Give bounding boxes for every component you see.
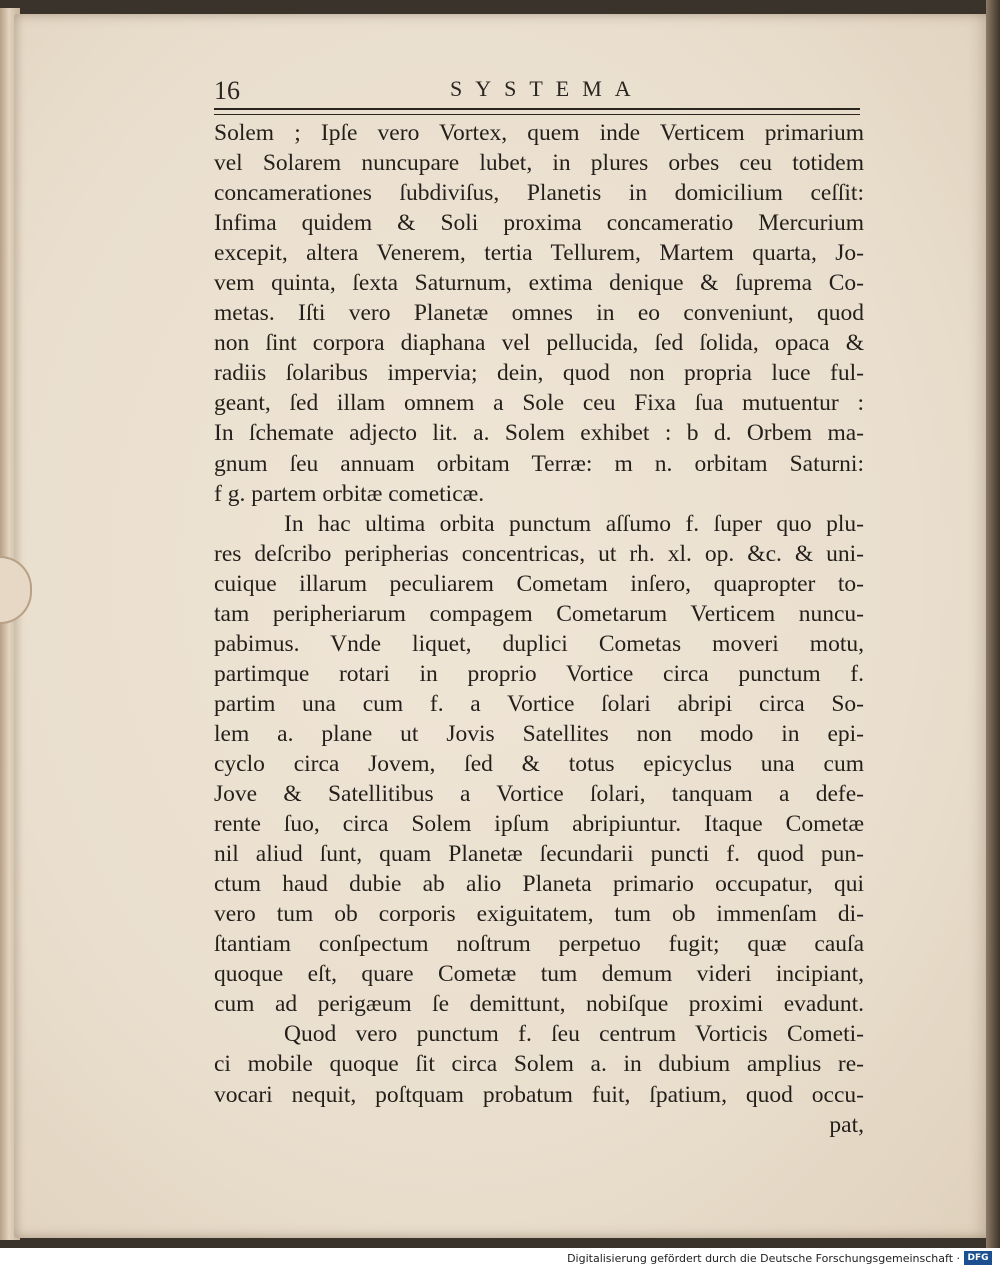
gutter-shadow <box>986 0 1000 1248</box>
text-line: res deſcribo peripherias concentricas, ut rh. xl. op. &c. & uni- <box>214 540 864 567</box>
text-line: ci mobile quoque ſit circa Solem a. in dubium amplius re- <box>214 1051 864 1078</box>
text-line: Solem ; Ipſe vero Vortex, quem inde Verticem primarium <box>214 120 864 146</box>
running-title: SYSTEMA <box>450 76 644 101</box>
text-line: concamerationes ſubdiviſus, Planetis in domicilium ceſſit: <box>214 180 864 207</box>
text-line: excepit, altera Venerem, tertia Tellurem, Martem quarta, Jo- <box>214 240 864 267</box>
text-line: Infima quidem & Soli proxima concameratio Mercurium <box>214 210 864 237</box>
text-line: tam peripheriarum compagem Cometarum Verticem nuncu- <box>214 600 864 627</box>
funding-credit: Digitalisierung gefördert durch die Deutsche Forschungsgemeinschaft · <box>567 1252 960 1265</box>
text-line: geant, ſed illam omnem a Sole ceu Fixa ſua mutuentur : <box>214 390 864 417</box>
text-line: radiis ſolaribus impervia; dein, quod non propria luce ful- <box>214 360 864 387</box>
text-line: In hac ultima orbita punctum aſſumo f. ſuper quo plu- <box>284 510 864 537</box>
text-line: cum ad perigæum ſe demittunt, nobiſque proximi evadunt. <box>214 991 864 1018</box>
text-line: In ſchemate adjecto lit. a. Solem exhibet : b d. Orbem ma- <box>214 420 864 447</box>
text-line: lem a. plane ut Jovis Satellites non modo in epi- <box>214 720 864 747</box>
page-header <box>214 76 860 110</box>
text-line: partim una cum f. a Vortice ſolari abripi circa So- <box>214 690 864 717</box>
text-line: nil aliud ſunt, quam Planetæ ſecundarii puncti f. quod pun- <box>214 841 864 868</box>
text-line: vocari nequit, poſtquam probatum fuit, ſpatium, quod occu- <box>214 1081 864 1108</box>
text-line: rente ſuo, circa Solem ipſum abripiuntur. Itaque Cometæ <box>214 811 864 838</box>
text-line: ſtantiam conſpectum noſtrum perpetuo fugit; quæ cauſa <box>214 931 864 958</box>
text-line: ctum haud dubie ab alio Planeta primario occupatur, qui <box>214 871 864 898</box>
page-number: 16 <box>214 76 240 105</box>
text-line: vero tum ob corporis exiguitatem, tum ob immenſam di- <box>214 901 864 928</box>
text-line: vem quinta, ſexta Saturnum, extima denique & ſuprema Co- <box>214 270 864 297</box>
text-line: partimque rotari in proprio Vortice circa punctum f. <box>214 660 864 687</box>
text-line: metas. Iſti vero Planetæ omnes in eo conveniunt, quod <box>214 300 864 327</box>
catchword: pat, <box>829 1111 864 1138</box>
footer-bar <box>0 1248 1000 1270</box>
text-line: f g. partem orbitæ cometicæ. <box>214 480 485 507</box>
text-line: non ſint corpora diaphana vel pellucida, ſed ſolida, opaca & <box>214 330 864 357</box>
dfg-logo: DFG <box>964 1251 992 1265</box>
text-line: Quod vero punctum f. ſeu centrum Vorticis Cometi- <box>284 1021 864 1048</box>
text-line: gnum ſeu annuam orbitam Terræ: m n. orbitam Saturni: <box>214 450 864 477</box>
text-line: vel Solarem nuncupare lubet, in plures orbes ceu totidem <box>214 150 864 177</box>
text-line: pabimus. Vnde liquet, duplici Cometas moveri motu, <box>214 630 864 657</box>
text-line: quoque eſt, quare Cometæ tum demum videri incipiant, <box>214 961 864 988</box>
text-line: cyclo circa Jovem, ſed & totus epicyclus una cum <box>214 750 864 777</box>
body-text <box>214 118 864 1140</box>
header-rule <box>214 108 860 115</box>
text-line: Jove & Satellitibus a Vortice ſolari, tanquam a defe- <box>214 781 864 808</box>
text-line: cuique illarum peculiarem Cometam inſero, quapropter to- <box>214 570 864 597</box>
